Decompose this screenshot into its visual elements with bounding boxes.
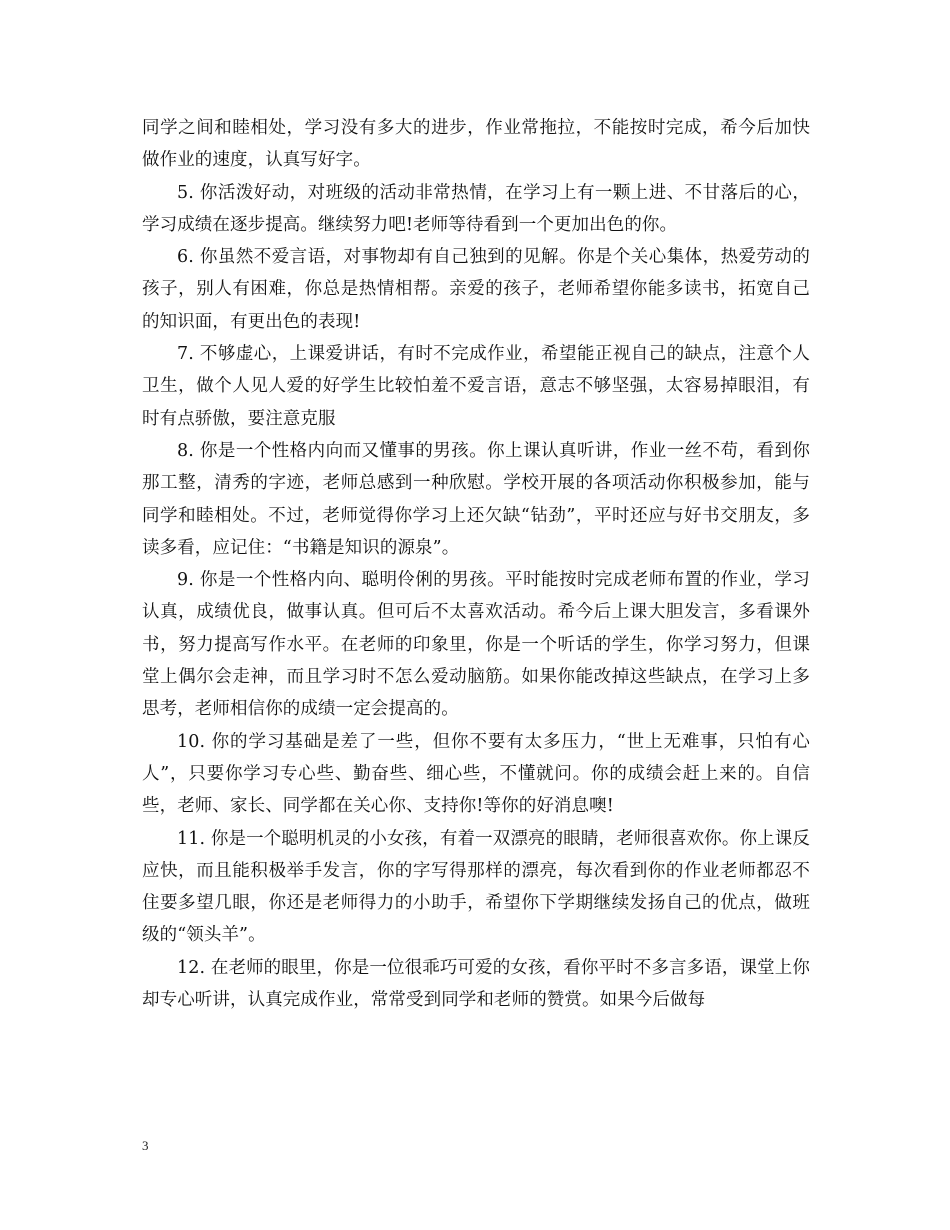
paragraph-item-11: 11. 你是一个聪明机灵的小女孩，有着一双漂亮的眼睛，老师很喜欢你。你上课反应快，而且能积极举手发言，你的字写得那样的漂亮，每次看到你的作业老师都忍不住要多望几眼，你还是老师得力的小助手，希望你下学期继续发扬自己的优点，做班级的“领头羊”。 xyxy=(142,828,810,946)
paragraph-item-10: 10. 你的学习基础是差了一些，但你不要有太多压力，“世上无难事，只怕有心人”，只要你学习专心些、勤奋些、细心些，不懂就问。你的成绩会赶上来的。自信些，老师、家长、同学都在关心你、支持你!等你的好消息噢! xyxy=(142,731,810,817)
page-number: 3 xyxy=(142,1138,149,1153)
paragraph-item-9: 9. 你是一个性格内向、聪明伶俐的男孩。平时能按时完成老师布置的作业，学习认真，成绩优良，做事认真。但可后不太喜欢活动。希今后上课大胆发言，多看课外书，努力提高写作水平。在老师的印象里，你是一个听话的学生，你学习努力，但课堂上偶尔会走神，而且学习时不怎么爱动脑筋。如果你能改掉这些缺点，在学习上多思考，老师相信你的成绩一定会提高的。 xyxy=(142,570,810,720)
paragraph-continuation: 同学之间和睦相处，学习没有多大的进步，作业常拖拉，不能按时完成，希今后加快做作业的速度，认真写好字。 xyxy=(142,118,810,171)
paragraph-item-7: 7. 不够虚心，上课爱讲话，有时不完成作业，希望能正视自己的缺点，注意个人卫生，做个人见人爱的好学生比较怕羞不爱言语，意志不够坚强，太容易掉眼泪，有时有点骄傲，要注意克服 xyxy=(142,344,810,429)
document-body xyxy=(142,112,810,1016)
paragraph-item-5: 5. 你活泼好动，对班级的活动非常热情，在学习上有一颗上进、不甘落后的心，学习成绩在逐步提高。继续努力吧!老师等待看到一个更加出色的你。 xyxy=(142,182,810,235)
paragraph-item-6: 6. 你虽然不爱言语，对事物却有自己独到的见解。你是个关心集体，热爱劳动的孩子，别人有困难，你总是热情相帮。亲爱的孩子，老师希望你能多读书，拓宽自己的知识面，有更出色的表现! xyxy=(142,247,810,332)
paragraph-item-8: 8. 你是一个性格内向而又懂事的男孩。你上课认真听讲，作业一丝不苟，看到你那工整，清秀的字迹，老师总感到一种欣慰。学校开展的各项活动你积极参加，能与同学和睦相处。不过，老师觉得你学习上还欠缺“钻劲”，平时还应与好书交朋友，多读多看，应记住：“书籍是知识的源泉”。 xyxy=(142,440,810,558)
paragraph-item-12: 12. 在老师的眼里，你是一位很乖巧可爱的女孩，看你平时不多言多语，课堂上你却专心听讲，认真完成作业，常常受到同学和老师的赞赏。如果今后做每 xyxy=(142,957,810,1011)
